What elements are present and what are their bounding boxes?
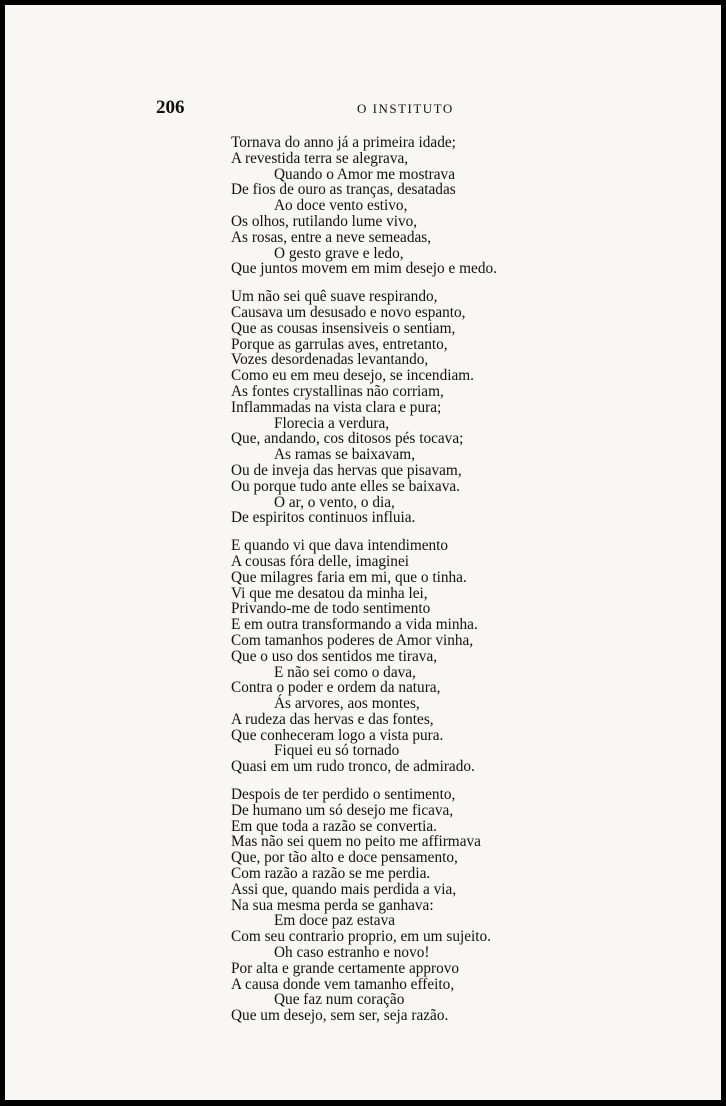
poem-line: Em que toda a razão se convertia.: [231, 817, 437, 835]
poem-line: Um não sei quê suave respirando,: [231, 288, 438, 306]
poem-line: O gesto grave e ledo,: [274, 244, 404, 262]
poem-line: Com tamanhos poderes de Amor vinha,: [231, 631, 474, 649]
poem-line: Que um desejo, sem ser, seja razão.: [231, 1007, 449, 1025]
poem-line: Em doce paz estava: [274, 912, 396, 930]
poem-line: Inflammadas na vista clara e pura;: [231, 398, 442, 416]
running-title: O INSTITUTO: [357, 101, 454, 116]
poem-line: Que milagres faria em mi, que o tinha.: [231, 568, 467, 586]
poem-line: Ou de inveja das hervas que pisavam,: [231, 461, 462, 479]
poem-line: Ao doce vento estivo,: [274, 197, 408, 215]
poem-line: A cousas fóra delle, imaginei: [231, 552, 409, 570]
page-number: 206: [156, 97, 185, 118]
poem-line: As fontes crystallinas não corriam,: [231, 382, 444, 400]
poem-line: Porque as garrulas aves, entretanto,: [231, 335, 448, 353]
poem-line: Oh caso estranho e novo!: [274, 944, 430, 962]
poem-line: De fios de ouro as tranças, desatadas: [231, 181, 456, 199]
poem-line: Com razão a razão se me perdia.: [231, 865, 431, 883]
poem-line: E em outra transformando a vida minha.: [231, 616, 478, 634]
poem-line: Os olhos, rutilando lume vivo,: [231, 212, 418, 230]
poem-line: Que, andando, cos ditosos pés tocava;: [231, 430, 464, 448]
poem-line: Que o uso dos sentidos me tirava,: [231, 647, 438, 665]
page-header: [5, 97, 721, 119]
poem-line: Quando o Amor me mostrava: [274, 165, 455, 183]
poem-line: Contra o poder e ordem da natura,: [231, 679, 441, 697]
poem-line: Fiquei eu só tornado: [274, 742, 400, 760]
poem-line: Florecia a verdura,: [274, 414, 390, 432]
poem-line: As rosas, entre a neve semeadas,: [231, 228, 432, 246]
poem-line: Despois de ter perdido o sentimento,: [231, 786, 456, 804]
poem-line: Que faz num coração: [274, 991, 405, 1009]
poem-line: Como eu em meu desejo, se incendiam.: [231, 367, 474, 385]
poem-line: Vozes desordenadas levantando,: [231, 351, 429, 369]
poem-line: A rudeza das hervas e das fontes,: [231, 710, 434, 728]
poem-line: Tornava do anno já a primeira idade;: [231, 134, 456, 151]
poem-line: Privando-me de todo sentimento: [231, 600, 431, 618]
stanza: [231, 787, 711, 1024]
stanza: [231, 289, 711, 526]
poem-body: [231, 135, 711, 1036]
poem-line: Com seu contrario proprio, em um sujeito.: [231, 928, 492, 946]
poem-line: O ar, o vento, o dia,: [274, 493, 395, 511]
poem-line: Ás arvores, aos montes,: [274, 695, 420, 713]
poem-line: De humano um só desejo me ficava,: [231, 801, 454, 819]
poem-line: A revestida terra se alegrava,: [231, 149, 409, 167]
poem-line: De espiritos continuos influia.: [231, 509, 416, 527]
poem-line: Quasi em um rudo tronco, de admirado.: [231, 758, 475, 776]
poem-line: Assi que, quando mais perdida a via,: [231, 880, 457, 898]
stanza: [231, 538, 711, 775]
poem-line: Ou porque tudo ante elles se baixava.: [231, 477, 460, 495]
poem-line: Que juntos movem em mim desejo e medo.: [231, 260, 497, 278]
poem-line: Vi que me desatou da minha lei,: [231, 584, 428, 602]
poem-line: A causa donde vem tamanho effeito,: [231, 975, 455, 993]
stanza: [231, 135, 711, 277]
poem-line: Na sua mesma perda se ganhava:: [231, 896, 434, 914]
poem-line: Que as cousas insensiveis o sentiam,: [231, 319, 456, 337]
poem-line: Por alta e grande certamente approvo: [231, 959, 460, 977]
poem-line: As ramas se baixavam,: [274, 446, 416, 464]
poem-line: E quando vi que dava intendimento: [231, 537, 449, 555]
poem-line: Que, por tão alto e doce pensamento,: [231, 849, 458, 867]
poem-line: Que conheceram logo a vista pura.: [231, 726, 444, 744]
poem-line: Causava um desusado e novo espanto,: [231, 303, 466, 321]
poem-line: E não sei como o dava,: [274, 663, 416, 681]
book-page: [5, 5, 721, 1100]
poem-line: Mas não sei quem no peito me affirmava: [231, 833, 481, 851]
